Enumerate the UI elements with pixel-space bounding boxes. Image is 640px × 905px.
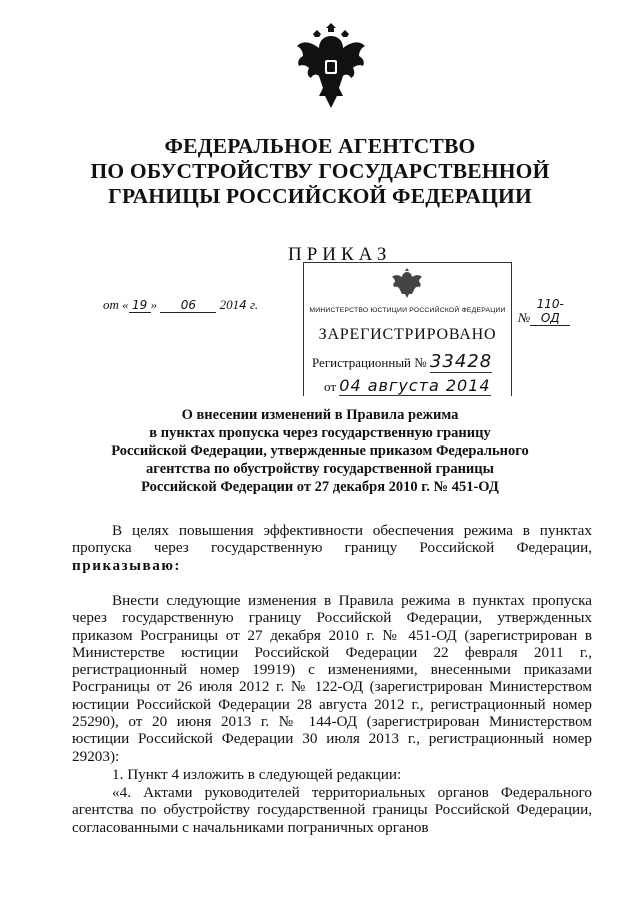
title-line-5: Российской Федерации от 27 декабря 2010 г. № 451-ОД <box>141 479 499 495</box>
stamp-registration-number <box>312 351 492 372</box>
stamp-date-label: от <box>324 379 337 394</box>
order-number-prefix: № <box>518 310 531 325</box>
title-line-4: агентства по обустройству государственной границы <box>146 461 494 477</box>
preamble-body: В целях повышения эффективности обеспечения режима в пунктах пропуска через государственную границу Российской Федерации, <box>72 522 592 557</box>
agency-line-3: ГРАНИЦЫ РОССИЙСКОЙ ФЕДЕРАЦИИ <box>108 184 532 208</box>
body-paragraph-3-text: «4. Актами руководителей территориальных органов Федерального агентства по обустройству государственной границы Российской Федерации, согласованными с начальниками пограничных органов <box>72 784 592 836</box>
document-title <box>0 406 640 496</box>
stamp-emblem-icon <box>390 268 424 298</box>
body-paragraph-1 <box>72 592 592 765</box>
title-line-3: Российской Федерации, утвержденные приказом Федерального <box>111 443 529 459</box>
date-suffix: г. <box>250 297 259 312</box>
date-month: 06 <box>160 298 216 313</box>
body-paragraph-1-text: Внести следующие изменения в Правила режима в пунктах пропуска через государственную границу Российской Федерации, утвержденных приказом Росграницы от 27 декабря 2010 г. № 451-ОД (зарегистрирован в Министерстве юстиции Российской Федерации 22 февраля 2011 г., регистрационный номер 19919) с изменениями, внесенными приказами Росграницы от 26 июля 2012 г. № 122-ОД (зарегистрирован Министерством юстиции Российской Федерации 28 августа 2012 г., регистрационный номер 25290), от 20 июня 2013 г. № 144-ОД (зарегистрирован Министерством юстиции Российской Федерации 30 июля 2013 г., регистрационный номер 29203): <box>72 592 592 765</box>
agency-line-2: ПО ОБУСТРОЙСТВУ ГОСУДАРСТВЕННОЙ <box>90 159 550 183</box>
order-number <box>518 297 570 326</box>
body-paragraph-2 <box>72 766 592 783</box>
coat-of-arms-icon <box>293 22 369 108</box>
agency-line-1: ФЕДЕРАЛЬНОЕ АГЕНТСТВО <box>164 134 476 158</box>
body-paragraph-2-text: 1. Пункт 4 изложить в следующей редакции: <box>112 766 402 783</box>
document-type: ПРИКАЗ <box>288 244 392 265</box>
stamp-reg-date: 04 августа 2014 <box>339 376 491 395</box>
stamp-registration-date <box>324 376 491 395</box>
stamp-registered: ЗАРЕГИСТРИРОВАНО <box>318 326 497 343</box>
date-day: 19 <box>129 298 151 313</box>
body-paragraph-3 <box>72 784 592 836</box>
order-date <box>103 297 258 313</box>
registration-stamp <box>303 262 512 396</box>
date-year-prefix: 201 <box>219 297 240 312</box>
title-line-1: О внесении изменений в Правила режима <box>181 407 459 423</box>
title-line-2: в пунктах пропуска через государственную границу <box>149 425 491 441</box>
preamble-text <box>72 522 592 574</box>
order-word: приказываю: <box>72 556 181 574</box>
preamble-paragraph <box>72 522 592 574</box>
date-sep: » <box>150 297 158 312</box>
stamp-reg-number: 33428 <box>429 351 493 372</box>
date-year-digit: 4 <box>239 298 247 312</box>
date-prefix: от « <box>103 297 129 312</box>
order-number-value: 110-ОД <box>530 297 570 326</box>
agency-header <box>0 134 640 209</box>
stamp-ministry: МИНИСТЕРСТВО ЮСТИЦИИ РОССИЙСКОЙ ФЕДЕРАЦИИ <box>309 307 506 314</box>
stamp-reg-label: Регистрационный № <box>312 355 427 370</box>
